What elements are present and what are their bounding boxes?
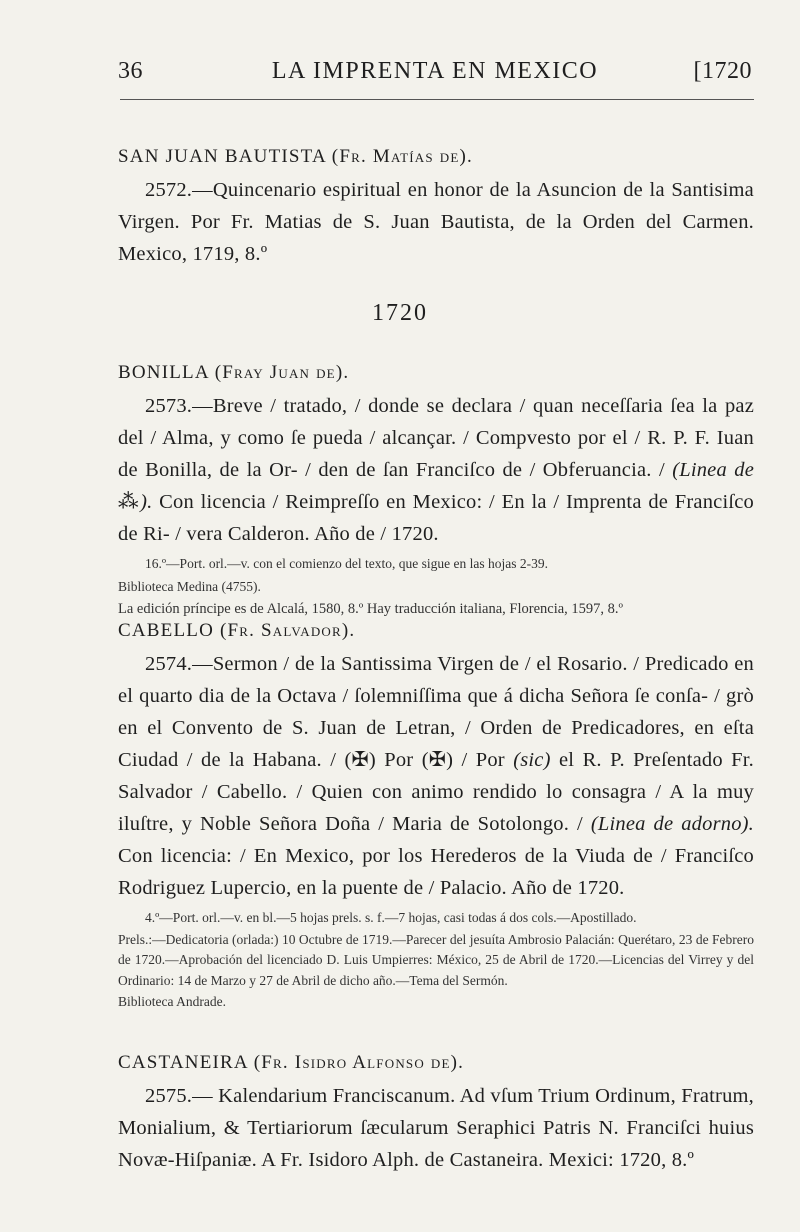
entry-text-part: Con licencia: / En Mexico, por los Herederos de la Viuda de / Franciſco Rodriguez Lupercio, en la puente de / Palacio. Año de 1720. <box>118 845 754 899</box>
page-header <box>118 58 752 98</box>
year-bracket: [1720 <box>693 58 752 84</box>
entry-2572 <box>118 146 754 270</box>
author-name: SAN JUAN BAUTISTA <box>118 146 326 167</box>
entry-2574 <box>118 620 754 1013</box>
entry-note: Prels.:—Dedicatoria (orlada:) 10 Octubre de 1719.—Parecer del jesuíta Ambrosio Palacián: Querétaro, 23 de Febrero de 1720.—Aprobación del licenciado D. Luis Umpierres: México, 25 de Abril de 1720.—Licencias del Virrey y del Ordinario: 14 de Marzo y 27 de Abril de dicho año.—Tema del Sermón. <box>118 931 754 988</box>
entry-text-italic: (Linea de adorno). <box>590 813 755 835</box>
author-detail: (Fr. Matías de). <box>331 146 473 167</box>
running-title: LA IMPRENTA EN MEXICO <box>271 58 599 84</box>
entry-text-italic: (sic) <box>513 749 551 771</box>
entry-text-part: 2574.—Sermon / de la Santissima Virgen de / el Rosario. / Predicado en el quarto dia de la Octava / ſolemniſſima que á dicha Señora ſe conſa- / grò en el Convento de S. Juan de Letran, / Orden de Predicadores, en eſta Ciudad / de la Habana. / (✠) Por (✠) / Por <box>118 653 754 771</box>
entry-library: Biblioteca Medina (4755). <box>118 578 261 594</box>
entry-text <box>118 648 754 904</box>
entry-text-part: Con licencia / Reimpreſſo en Mexico: / En la / Imprenta de Franciſco de Ri- / vera Calderon. Año de / 1720. <box>118 491 754 545</box>
entry-heading <box>118 620 754 642</box>
entry-heading <box>118 146 754 168</box>
entry-2573 <box>118 362 754 620</box>
author-detail: (Fr. Isidro Alfonso de). <box>253 1052 465 1073</box>
header-rule <box>120 99 754 100</box>
author-detail: (Fr. Salvador). <box>219 620 356 641</box>
author-name: BONILLA <box>118 362 209 383</box>
entry-2575 <box>118 1052 754 1176</box>
entry-text <box>118 390 754 550</box>
entry-heading <box>118 362 754 384</box>
entry-text-italic: (Linea de ⁂). <box>118 459 754 513</box>
entry-text: 2575.— Kalendarium Franciscanum. Ad vſum Trium Ordinum, Fratrum, Monialium, & Tertiariorum ſæcularum Seraphici Patris N. Franciſci huius Novæ-Hiſpaniæ. A Fr. Isidoro Alph. de Castaneira. Mexici: 1720, 8.º <box>118 1085 754 1171</box>
entry-heading <box>118 1052 754 1074</box>
page-number: 36 <box>118 58 143 84</box>
entry-library: Biblioteca Andrade. <box>118 994 226 1009</box>
entry-text: 2572.—Quincenario espiritual en honor de la Asuncion de la Santisima Virgen. Por Fr. Matias de S. Juan Bautista, de la Orden del Carmen. Mexico, 1719, 8.º <box>118 179 754 265</box>
entry-text-part: 2573.—Breve / tratado, / donde se declara / quan neceſſaria ſea la paz del / Alma, y como ſe pueda / alcançar. / Compvesto por el / R. P. F. Iuan de Bonilla, de la Or- / den de ſan Franciſco de / Obferuancia. / <box>118 395 754 481</box>
author-name: CABELLO <box>118 620 215 641</box>
entry-note: 4.º—Port. orl.—v. en bl.—5 hojas prels. s. f.—7 hojas, casi todas á dos cols.—Apostillado. <box>145 910 637 925</box>
year-heading: 1720 <box>372 300 428 326</box>
entry-note: 16.º—Port. orl.—v. con el comienzo del texto, que sigue en las hojas 2-39. <box>145 556 548 571</box>
entry-text-part: el R. P. Preſentado Fr. Salvador / Cabello. / Quien con animo rendido lo consagra / A la muy iluſtre, y Noble Señora Doña / Maria de Sotolongo. / <box>118 749 754 835</box>
entry-note: La edición príncipe es de Alcalá, 1580, 8.º Hay traducción italiana, Florencia, 1597, 8.º <box>118 601 624 617</box>
author-detail: (Fray Juan de). <box>214 362 350 383</box>
author-name: CASTANEIRA <box>118 1052 248 1073</box>
